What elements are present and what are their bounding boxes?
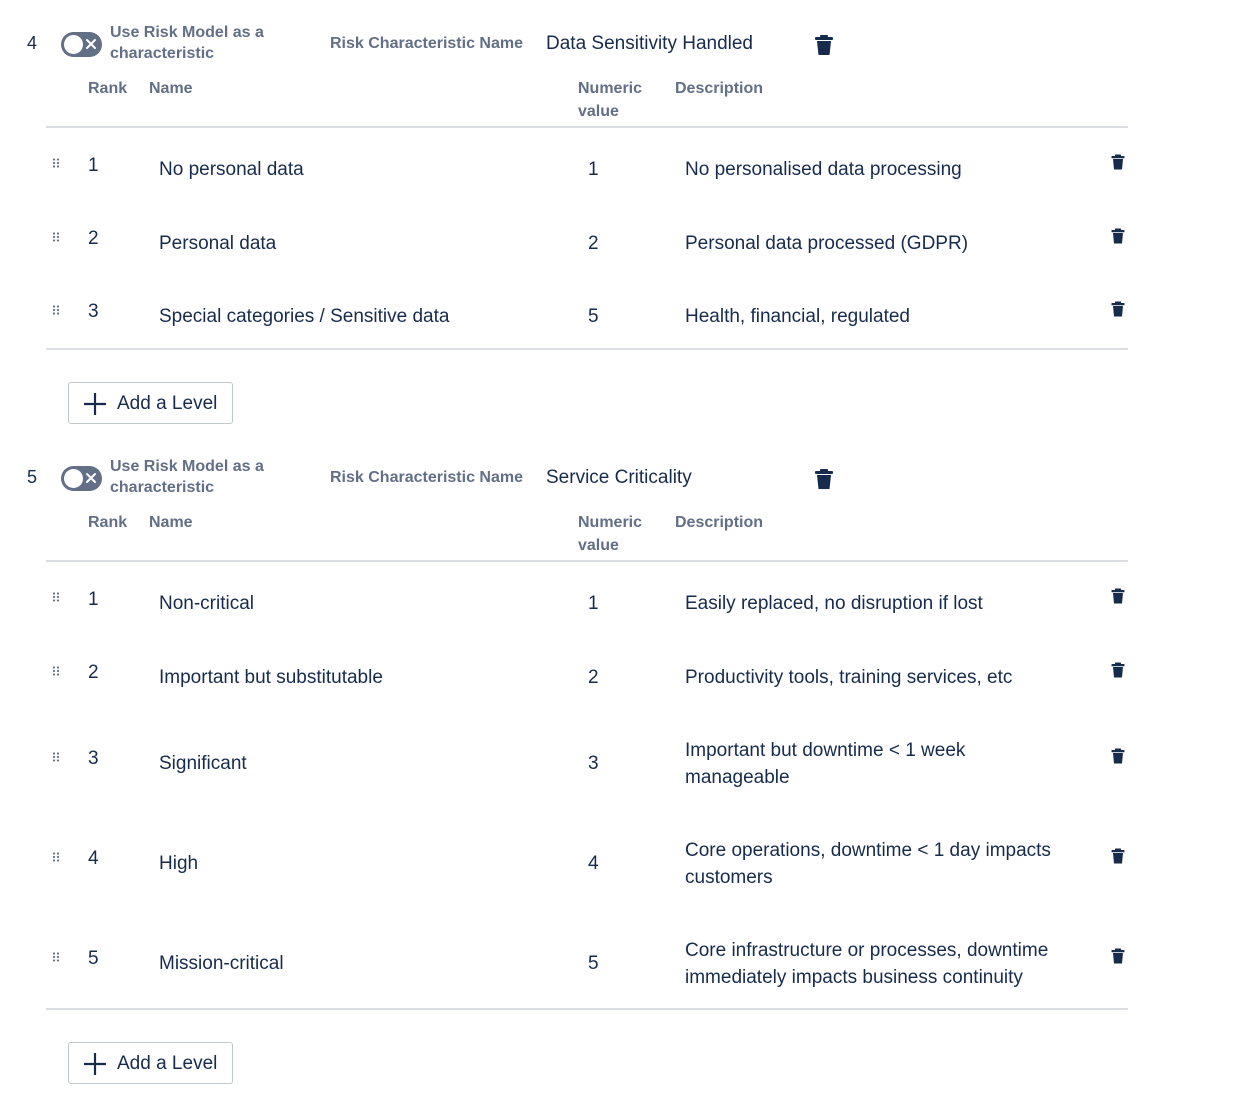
toggle-label: Use Risk Model as a characteristic — [110, 24, 264, 62]
header-description: Description — [675, 80, 764, 97]
row-numeric-value[interactable]: 1 — [588, 159, 599, 180]
add-level-label: Add a Level — [117, 1053, 218, 1074]
row-numeric-value[interactable]: 1 — [588, 593, 599, 614]
row-name[interactable]: Non-critical — [159, 593, 255, 614]
header-description: Description — [675, 514, 764, 531]
row-numeric-value[interactable]: 2 — [588, 667, 599, 688]
use-risk-model-toggle[interactable] — [61, 466, 102, 491]
drag-handle-icon[interactable] — [52, 305, 60, 315]
use-risk-model-toggle[interactable] — [61, 32, 102, 57]
row-name[interactable]: No personal data — [159, 159, 304, 180]
row-description[interactable]: Personal data processed (GDPR) — [685, 233, 969, 254]
toggle-label: Use Risk Model as a characteristic — [110, 458, 264, 496]
row-numeric-value[interactable]: 4 — [588, 853, 599, 874]
row-numeric-value[interactable]: 5 — [588, 306, 599, 327]
drag-handle-icon[interactable] — [52, 666, 60, 676]
drag-handle-icon[interactable] — [52, 592, 60, 602]
row-description[interactable]: Health, financial, regulated — [685, 306, 910, 327]
row-numeric-value[interactable]: 2 — [588, 233, 599, 254]
header-rank: Rank — [88, 80, 128, 97]
row-name[interactable]: Mission-critical — [159, 953, 284, 974]
row-rank: 3 — [88, 301, 99, 322]
row-description[interactable]: Core infrastructure or processes, downtime immediately impacts business continuity — [685, 940, 1049, 988]
plus-icon — [83, 392, 107, 416]
row-numeric-value[interactable]: 5 — [588, 953, 599, 974]
delete-row-trash-icon[interactable] — [1111, 154, 1125, 170]
add-level-label: Add a Level — [117, 393, 218, 414]
row-name[interactable]: High — [159, 853, 199, 874]
delete-characteristic-trash-icon[interactable] — [814, 34, 834, 56]
header-name: Name — [149, 80, 193, 97]
row-name[interactable]: Personal data — [159, 233, 277, 254]
risk-characteristic-name-label: Risk Characteristic Name — [330, 35, 523, 52]
toggle-knob — [64, 35, 83, 54]
drag-handle-icon[interactable] — [52, 232, 60, 242]
delete-row-trash-icon[interactable] — [1111, 748, 1125, 764]
drag-handle-icon[interactable] — [52, 158, 60, 168]
section-index: 4 — [27, 33, 38, 53]
section-index: 5 — [27, 467, 38, 487]
header-numeric-value: Numeric value — [578, 80, 643, 120]
row-numeric-value[interactable]: 3 — [588, 753, 599, 774]
row-name[interactable]: Special categories / Sensitive data — [159, 306, 450, 327]
drag-handle-icon[interactable] — [52, 952, 60, 962]
header-rank: Rank — [88, 514, 128, 531]
header-numeric-value: Numeric value — [578, 514, 643, 554]
row-rank: 1 — [88, 155, 99, 176]
table-header-divider — [46, 560, 1128, 562]
row-rank: 2 — [88, 662, 99, 683]
drag-handle-icon[interactable] — [52, 852, 60, 862]
plus-icon — [83, 1052, 107, 1076]
delete-characteristic-trash-icon[interactable] — [814, 468, 834, 490]
row-rank: 4 — [88, 848, 99, 869]
table-header-divider — [46, 126, 1128, 128]
close-icon — [85, 38, 97, 50]
table-bottom-divider — [46, 348, 1128, 350]
risk-characteristic-name-label: Risk Characteristic Name — [330, 469, 523, 486]
row-description[interactable]: No personalised data processing — [685, 159, 962, 180]
row-description[interactable]: Productivity tools, training services, etc — [685, 667, 1013, 688]
row-rank: 1 — [88, 589, 99, 610]
add-level-button[interactable] — [68, 1042, 233, 1084]
delete-row-trash-icon[interactable] — [1111, 948, 1125, 964]
drag-handle-icon[interactable] — [52, 752, 60, 762]
row-rank: 5 — [88, 948, 99, 969]
row-name[interactable]: Important but substitutable — [159, 667, 383, 688]
table-bottom-divider — [46, 1008, 1128, 1010]
row-rank: 2 — [88, 228, 99, 249]
delete-row-trash-icon[interactable] — [1111, 588, 1125, 604]
row-description[interactable]: Important but downtime < 1 week manageable — [685, 740, 966, 788]
delete-row-trash-icon[interactable] — [1111, 662, 1125, 678]
row-description[interactable]: Core operations, downtime < 1 day impacts customers — [685, 840, 1051, 888]
toggle-knob — [64, 469, 83, 488]
delete-row-trash-icon[interactable] — [1111, 301, 1125, 317]
add-level-button[interactable] — [68, 382, 233, 424]
risk-characteristic-name-value[interactable]: Service Criticality — [546, 467, 692, 488]
close-icon — [85, 472, 97, 484]
row-description[interactable]: Easily replaced, no disruption if lost — [685, 593, 983, 614]
row-name[interactable]: Significant — [159, 753, 247, 774]
header-name: Name — [149, 514, 193, 531]
delete-row-trash-icon[interactable] — [1111, 848, 1125, 864]
delete-row-trash-icon[interactable] — [1111, 228, 1125, 244]
row-rank: 3 — [88, 748, 99, 769]
risk-characteristic-name-value[interactable]: Data Sensitivity Handled — [546, 33, 753, 54]
